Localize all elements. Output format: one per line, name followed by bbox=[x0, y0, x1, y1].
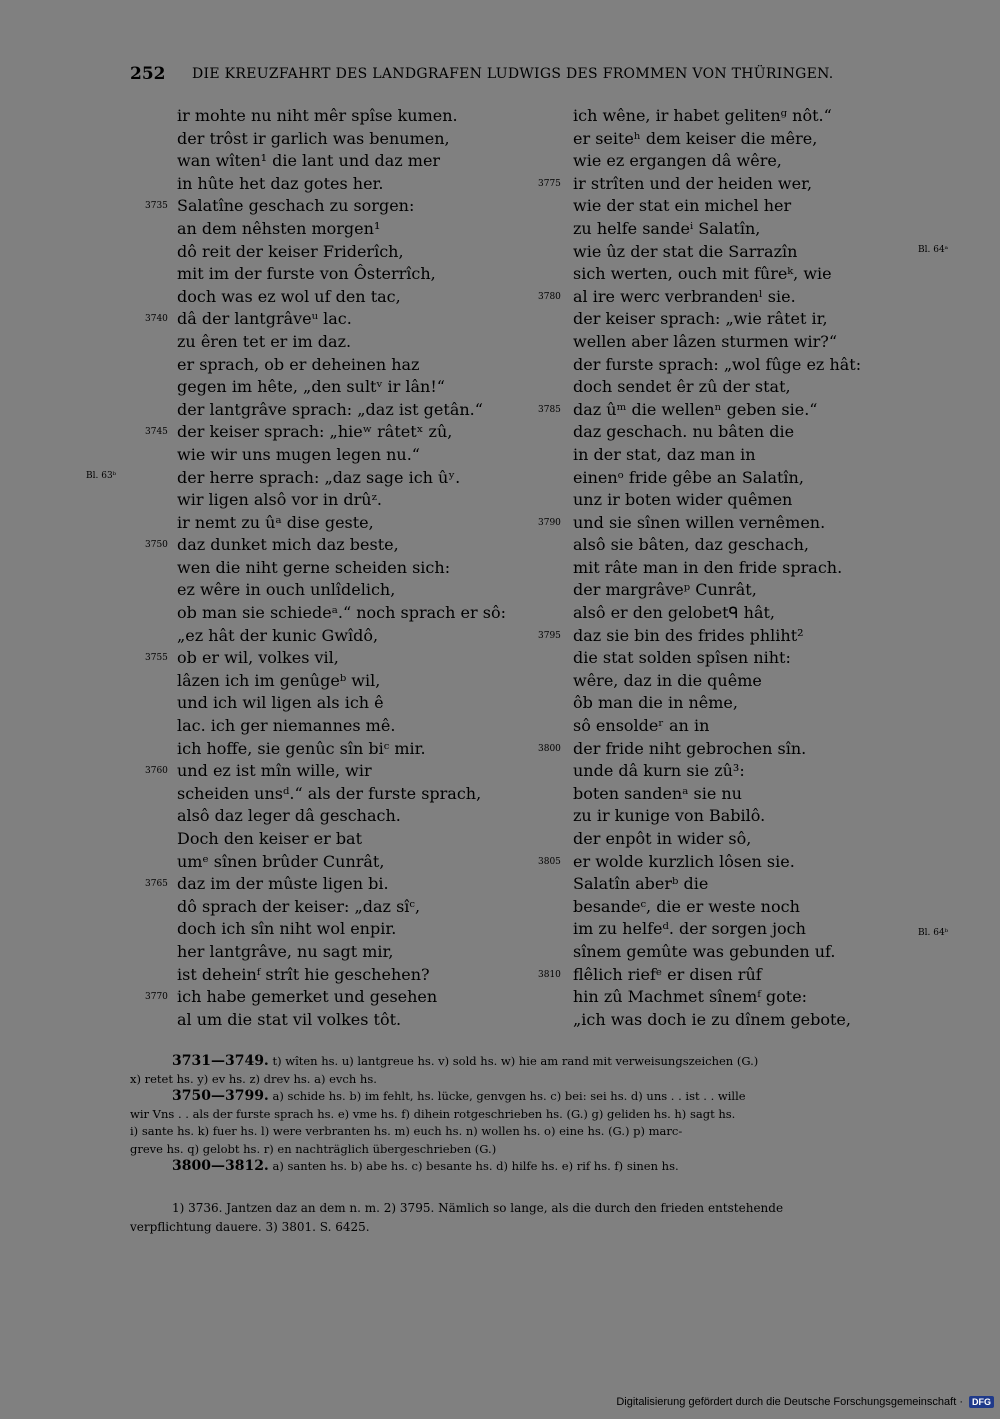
left-verse-column bbox=[0, 105, 540, 1031]
verse-text: wie der stat ein michel her bbox=[573, 196, 792, 216]
variant-note-line: i) sante hs. k) fuer hs. l) were verbranten hs. m) euch hs. n) wollen hs. o) eine hs. (G.) p) marc- bbox=[130, 1124, 683, 1138]
verse-line bbox=[0, 828, 540, 851]
verse-text: daz ûᵐ die wellenⁿ geben sie.“ bbox=[573, 399, 818, 419]
page-number: 252 bbox=[130, 64, 166, 84]
verse-text: der fride niht gebrochen sîn. bbox=[573, 738, 807, 758]
verse-text: besandeᶜ, die er weste noch bbox=[573, 896, 800, 916]
verse-line bbox=[0, 263, 540, 286]
verse-line bbox=[520, 964, 1000, 987]
verse-text: wan wîten¹ die lant und daz mer bbox=[177, 151, 441, 171]
verse-text: daz im der mûste ligen bi. bbox=[177, 874, 389, 894]
verse-line bbox=[520, 647, 1000, 670]
verse-text: wêre, daz in die quême bbox=[573, 670, 762, 690]
verse-text: der lantgrâve sprach: „daz ist getân.“ bbox=[177, 399, 483, 419]
verse-text: alsô sie bâten, daz geschach, bbox=[573, 535, 809, 555]
verse-text: und sie sînen willen vernêmen. bbox=[573, 512, 826, 532]
verse-line bbox=[0, 647, 540, 670]
verse-text: wir ligen alsô vor in drûᶻ. bbox=[177, 490, 382, 510]
verse-line bbox=[520, 195, 1000, 218]
folio-marker-right-2: Bl. 64ᵇ bbox=[918, 928, 949, 938]
line-number: 3740 bbox=[145, 314, 168, 325]
verse-text: dâ der lantgrâveᵘ lac. bbox=[177, 309, 352, 329]
verse-line bbox=[520, 828, 1000, 851]
line-number: 3805 bbox=[538, 856, 561, 867]
verse-text: doch was ez wol uf den tac, bbox=[177, 286, 401, 306]
verse-line bbox=[520, 263, 1000, 286]
verse-text: Doch den keiser er bat bbox=[177, 829, 363, 848]
verse-text: ob er wil, volkes vil, bbox=[177, 648, 339, 668]
variant-text: a) santen hs. b) abe hs. c) besante hs. d) hilfe hs. e) rif hs. f) sinen hs. bbox=[272, 1159, 679, 1173]
verse-line bbox=[520, 105, 1000, 128]
verse-text: alsô er den gelobetᑫ hât, bbox=[573, 603, 775, 623]
line-number: 3765 bbox=[145, 879, 168, 890]
verse-line bbox=[520, 896, 1000, 919]
verse-text: der keiser sprach: „hieʷ râtetˣ zû, bbox=[177, 422, 453, 442]
verse-text: doch ich sîn niht wol enpir. bbox=[177, 919, 397, 939]
verse-text: und ich wil ligen als ich ê bbox=[177, 693, 384, 713]
variant-note-line bbox=[130, 1088, 910, 1106]
verse-text: dô reit der keiser Friderîch, bbox=[177, 241, 404, 261]
verse-text: daz dunket mich daz beste, bbox=[177, 535, 399, 555]
verse-text: al um die stat vil volkes tôt. bbox=[177, 1009, 402, 1029]
verse-line bbox=[520, 670, 1000, 693]
verse-line bbox=[520, 738, 1000, 761]
verse-text: lac. ich ger niemannes mê. bbox=[177, 716, 396, 736]
verse-text: zu êren tet er im daz. bbox=[177, 331, 352, 351]
verse-line bbox=[0, 625, 540, 648]
verse-text: doch sendet êr zû der stat, bbox=[573, 377, 791, 397]
verse-text: der trôst ir garlich was benumen, bbox=[177, 128, 450, 148]
verse-line bbox=[0, 964, 540, 987]
dfg-logo: DFG bbox=[969, 1396, 994, 1408]
verse-line bbox=[0, 512, 540, 535]
verse-text: er wolde kurzlich lôsen sie. bbox=[573, 851, 795, 871]
verse-line bbox=[520, 851, 1000, 874]
verse-line bbox=[520, 444, 1000, 467]
verse-text: und ez ist mîn wille, wir bbox=[177, 761, 372, 781]
verse-line bbox=[0, 195, 540, 218]
verse-line bbox=[0, 986, 540, 1009]
verse-line bbox=[0, 286, 540, 309]
verse-line bbox=[0, 218, 540, 241]
verse-line bbox=[520, 715, 1000, 738]
verse-line bbox=[520, 760, 1000, 783]
funding-credit: Digitalisierung gefördert durch die Deutsche Forschungsgemeinschaft · bbox=[616, 1396, 963, 1408]
verse-line bbox=[520, 173, 1000, 196]
verse-line bbox=[520, 150, 1000, 173]
footer bbox=[616, 1393, 994, 1411]
verse-text: die stat solden spîsen niht: bbox=[573, 648, 791, 668]
verse-text: zu helfe sandeⁱ Salatîn, bbox=[573, 218, 761, 238]
verse-line bbox=[520, 805, 1000, 828]
line-number: 3800 bbox=[538, 743, 561, 754]
verse-line bbox=[520, 218, 1000, 241]
verse-line bbox=[520, 783, 1000, 806]
verse-text: er sprach, ob er deheinen haz bbox=[177, 354, 420, 374]
variant-text: a) schide hs. b) im fehlt, hs. lücke, genvgen hs. c) bei: sei hs. d) uns . . ist . . wille bbox=[272, 1089, 746, 1103]
verse-text: in hûte het daz gotes her. bbox=[177, 173, 384, 193]
verse-line bbox=[520, 941, 1000, 964]
verse-line bbox=[0, 399, 540, 422]
verse-line bbox=[0, 331, 540, 354]
verse-line bbox=[520, 873, 1000, 896]
line-number: 3810 bbox=[538, 969, 561, 980]
verse-text: an dem nêhsten morgen¹ bbox=[177, 218, 381, 238]
verse-text: flêlich riefᵉ er disen rûf bbox=[573, 964, 762, 984]
verse-text: mit râte man in den fride sprach. bbox=[573, 557, 843, 577]
line-number: 3785 bbox=[538, 404, 561, 415]
verse-text: der herre sprach: „daz sage ich ûʸ. bbox=[177, 467, 461, 487]
verse-text: ir mohte nu niht mêr spîse kumen. bbox=[177, 106, 458, 125]
verse-text: in der stat, daz man in bbox=[573, 444, 756, 464]
verse-text: sich werten, ouch mit fûreᵏ, wie bbox=[573, 264, 832, 284]
verse-line bbox=[0, 534, 540, 557]
verse-text: sô ensoldeʳ an in bbox=[573, 716, 710, 736]
verse-line bbox=[0, 489, 540, 512]
verse-line bbox=[0, 467, 540, 490]
verse-line bbox=[0, 105, 540, 128]
line-number: 3750 bbox=[145, 540, 168, 551]
verse-line bbox=[520, 354, 1000, 377]
verse-line bbox=[520, 579, 1000, 602]
verse-text: ich habe gemerket und gesehen bbox=[177, 987, 438, 1007]
verse-line bbox=[520, 286, 1000, 309]
variant-note-line bbox=[130, 1053, 910, 1071]
verse-line bbox=[0, 602, 540, 625]
verse-text: scheiden unsᵈ.“ als der furste sprach, bbox=[177, 783, 482, 803]
verse-line bbox=[0, 579, 540, 602]
verse-line bbox=[0, 873, 540, 896]
running-title: DIE KREUZFAHRT DES LANDGRAFEN LUDWIGS DES FROMMEN VON THÜRINGEN. bbox=[192, 66, 834, 82]
verse-text: ist deheinᶠ strît hie geschehen? bbox=[177, 964, 430, 984]
verse-text: Salatîn aberᵇ die bbox=[573, 874, 709, 894]
verse-text: wie wir uns mugen legen nu.“ bbox=[177, 444, 420, 464]
verse-line bbox=[0, 421, 540, 444]
verse-text: der margrâveᵖ Cunrât, bbox=[573, 580, 757, 600]
variant-notes bbox=[130, 1053, 910, 1176]
variant-text: t) wîten hs. u) lantgreue hs. v) sold hs. w) hie am rand mit verweisungszeichen (G.) bbox=[272, 1054, 759, 1068]
footnote-line: 1) 3736. Jantzen daz an dem n. m. 2) 3795. Nämlich so lange, als die durch den frieden entstehende bbox=[172, 1201, 784, 1215]
variant-range: 3800—3812. bbox=[172, 1158, 269, 1174]
verse-line bbox=[0, 805, 540, 828]
verse-text: daz sie bin des frides phliht² bbox=[573, 625, 804, 645]
verse-text: wen die niht gerne scheiden sich: bbox=[177, 557, 451, 577]
verse-text: mit im der furste von Ôsterrîch, bbox=[177, 264, 436, 284]
verse-text: Salatîne geschach zu sorgen: bbox=[177, 196, 415, 216]
footnotes bbox=[130, 1199, 910, 1237]
verse-text: unde dâ kurn sie zû³: bbox=[573, 761, 745, 781]
verse-line bbox=[0, 941, 540, 964]
verse-text: ir nemt zu ûᵃ dise geste, bbox=[177, 512, 374, 532]
verse-line bbox=[520, 399, 1000, 422]
verse-line bbox=[0, 1009, 540, 1032]
verse-line bbox=[520, 331, 1000, 354]
verse-text: der keiser sprach: „wie râtet ir, bbox=[573, 309, 828, 329]
verse-line bbox=[0, 376, 540, 399]
verse-line bbox=[520, 512, 1000, 535]
line-number: 3755 bbox=[145, 653, 168, 664]
verse-line bbox=[520, 489, 1000, 512]
verse-line bbox=[0, 760, 540, 783]
variant-note-line bbox=[130, 1158, 910, 1176]
variant-range: 3731—3749. bbox=[172, 1053, 269, 1069]
verse-text: sînem gemûte was gebunden uf. bbox=[573, 941, 836, 961]
verse-line bbox=[0, 918, 540, 941]
verse-text: daz geschach. nu bâten die bbox=[573, 422, 795, 442]
verse-line bbox=[0, 715, 540, 738]
line-number: 3790 bbox=[538, 517, 561, 528]
verse-text: her lantgrâve, nu sagt mir, bbox=[177, 941, 394, 961]
verse-text: ir strîten und der heiden wer, bbox=[573, 173, 813, 193]
verse-line bbox=[520, 467, 1000, 490]
verse-text: zu ir kunige von Babilô. bbox=[573, 806, 766, 826]
verse-text: ôb man die in nême, bbox=[573, 693, 738, 713]
variant-note-line: greve hs. q) gelobt hs. r) en nachträglich übergeschrieben (G.) bbox=[130, 1141, 497, 1156]
verse-line bbox=[0, 557, 540, 580]
verse-text: „ez hât der kunic Gwîdô, bbox=[177, 625, 379, 645]
verse-line bbox=[0, 354, 540, 377]
variant-note-line: x) retet hs. y) ev hs. z) drev hs. a) evch hs. bbox=[130, 1071, 377, 1086]
verse-line bbox=[520, 557, 1000, 580]
verse-text: er seiteʰ dem keiser die mêre, bbox=[573, 128, 818, 148]
verse-line bbox=[0, 150, 540, 173]
verse-line bbox=[0, 738, 540, 761]
line-number: 3770 bbox=[145, 992, 168, 1003]
verse-line bbox=[520, 692, 1000, 715]
verse-line bbox=[520, 534, 1000, 557]
verse-line bbox=[0, 241, 540, 264]
verse-line bbox=[0, 444, 540, 467]
folio-marker-left: Bl. 63ᵇ bbox=[86, 471, 117, 481]
verse-line bbox=[520, 625, 1000, 648]
verse-line bbox=[520, 1009, 1000, 1032]
line-number: 3775 bbox=[538, 178, 561, 189]
verse-text: unz ir boten wider quêmen bbox=[573, 490, 793, 510]
verse-text: alsô daz leger dâ geschach. bbox=[177, 806, 401, 826]
line-number: 3735 bbox=[145, 201, 168, 212]
verse-text: der furste sprach: „wol fûge ez hât: bbox=[573, 354, 862, 374]
verse-line bbox=[520, 986, 1000, 1009]
verse-text: wie ûz der stat die Sarrazîn bbox=[573, 241, 798, 261]
verse-line bbox=[520, 308, 1000, 331]
line-number: 3780 bbox=[538, 291, 561, 302]
verse-line bbox=[0, 128, 540, 151]
verse-line bbox=[0, 308, 540, 331]
verse-line bbox=[0, 783, 540, 806]
verse-line bbox=[0, 851, 540, 874]
verse-text: „ich was doch ie zu dînem gebote, bbox=[573, 1009, 851, 1029]
verse-text: der enpôt in wider sô, bbox=[573, 829, 752, 848]
footnote-line: verpflichtung dauere. 3) 3801. S. 6425. bbox=[130, 1220, 370, 1234]
verse-text: ez wêre in ouch unlîdelich, bbox=[177, 580, 396, 600]
verse-line bbox=[0, 692, 540, 715]
verse-text: ob man sie schiedeᵃ.“ noch sprach er sô: bbox=[177, 603, 506, 623]
verse-line bbox=[0, 173, 540, 196]
line-number: 3745 bbox=[145, 427, 168, 438]
verse-line bbox=[520, 128, 1000, 151]
page-header bbox=[130, 64, 860, 88]
verse-text: umᵉ sînen brûder Cunrât, bbox=[177, 851, 385, 871]
variant-note-line: wir Vns . . als der furste sprach hs. e) vme hs. f) dihein rotgeschrieben hs. (G.) g) geliden hs. h) sagt hs. bbox=[130, 1106, 736, 1121]
verse-text: wellen aber lâzen sturmen wir?“ bbox=[573, 331, 838, 351]
verse-text: al ire werc verbrandenˡ sie. bbox=[573, 286, 796, 306]
verse-line bbox=[520, 376, 1000, 399]
folio-marker-right-1: Bl. 64ᵃ bbox=[918, 245, 949, 255]
line-number: 3795 bbox=[538, 630, 561, 641]
line-number: 3760 bbox=[145, 766, 168, 777]
verse-text: boten sandenᵃ sie nu bbox=[573, 783, 742, 803]
verse-text: lâzen ich im genûgeᵇ wil, bbox=[177, 670, 381, 690]
verse-text: wie ez ergangen dâ wêre, bbox=[573, 151, 782, 171]
verse-text: einenᵒ fride gêbe an Salatîn, bbox=[573, 467, 804, 487]
variant-range: 3750—3799. bbox=[172, 1088, 269, 1104]
right-verse-column bbox=[520, 105, 1000, 1031]
verse-line bbox=[520, 602, 1000, 625]
verse-text: dô sprach der keiser: „daz sîᶜ, bbox=[177, 896, 421, 916]
verse-line bbox=[0, 896, 540, 919]
verse-text: hin zû Machmet sînemᶠ gote: bbox=[573, 987, 808, 1007]
verse-line bbox=[0, 670, 540, 693]
verse-text: im zu helfeᵈ. der sorgen joch bbox=[573, 919, 806, 939]
verse-text: ich wêne, ir habet gelitenᵍ nôt.“ bbox=[573, 106, 832, 125]
verse-line bbox=[520, 421, 1000, 444]
verse-text: gegen im hête, „den sultᵛ ir lân!“ bbox=[177, 377, 445, 397]
verse-text: ich hoffe, sie genûc sîn biᶜ mir. bbox=[177, 738, 426, 758]
